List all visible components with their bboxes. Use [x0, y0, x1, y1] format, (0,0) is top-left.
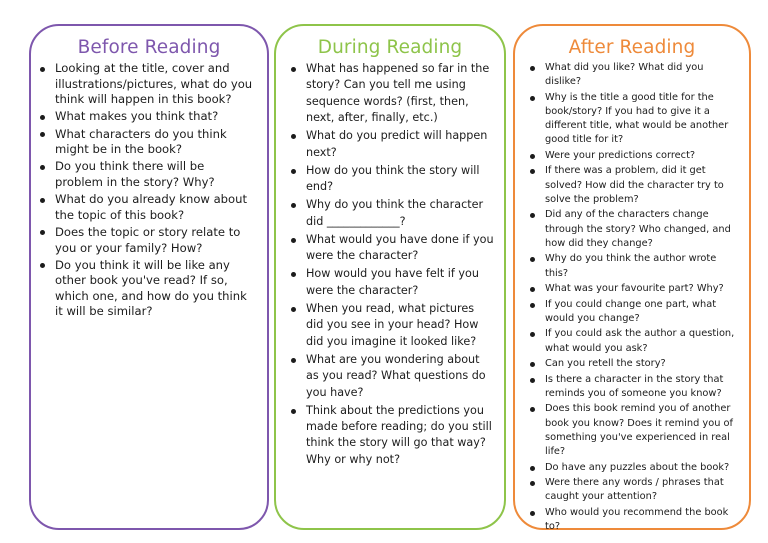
list-item: What characters do you think might be in the book?: [55, 127, 255, 158]
list-item: Does the topic or story relate to you or your family? How?: [55, 225, 255, 256]
after-reading-list: [515, 61, 749, 534]
list-item: Did any of the characters change through the story? Who changed, and how did they change?: [545, 208, 739, 251]
list-item: Who would you recommend the book to?: [545, 506, 739, 534]
before-reading-list: [31, 61, 267, 320]
list-item: What did you like? What did you dislike?: [545, 61, 739, 89]
before-reading-title: Before Reading: [77, 37, 221, 58]
list-item: Do you think it will be like any other book you've read? If so, which one, and how do you think it will be similar?: [55, 258, 255, 320]
list-item: Do have any puzzles about the book?: [545, 461, 739, 475]
list-item: If there was a problem, did it get solved? How did the character try to solve the problem?: [545, 164, 739, 207]
before-reading-card: [29, 24, 269, 530]
list-item: How do you think the story will end?: [306, 163, 494, 196]
list-item: Does this book remind you of another book you know? Does it remind you of something you've experienced in real life?: [545, 402, 739, 459]
list-item: What do you already know about the topic of this book?: [55, 192, 255, 223]
list-item: Do you think there will be problem in the story? Why?: [55, 159, 255, 190]
after-reading-title: After Reading: [568, 37, 696, 58]
during-reading-list: [276, 61, 504, 468]
list-item: Is there a character in the story that reminds you of someone you know?: [545, 373, 739, 401]
list-item: Can you retell the story?: [545, 357, 739, 371]
list-item: What do you predict will happen next?: [306, 128, 494, 161]
list-item: What was your favourite part? Why?: [545, 282, 739, 296]
list-item: Looking at the title, cover and illustrations/pictures, what do you think will happen in this book?: [55, 61, 255, 108]
list-item: How would you have felt if you were the character?: [306, 266, 494, 299]
after-reading-card: [513, 24, 751, 533]
list-item: What would you have done if you were the character?: [306, 232, 494, 265]
list-item: Why do you think the character did _____________?: [306, 197, 494, 230]
list-item: Were there any words / phrases that caught your attention?: [545, 476, 739, 504]
list-item: If you could change one part, what would you change?: [545, 298, 739, 326]
list-item: Were your predictions correct?: [545, 149, 739, 163]
list-item: Why is the title a good title for the book/story? If you had to give it a different title, what would be another good title for it?: [545, 91, 739, 148]
list-item: Why do you think the author wrote this?: [545, 252, 739, 280]
during-reading-title: During Reading: [317, 37, 463, 58]
list-item: When you read, what pictures did you see in your head? How did you imagine it looked like?: [306, 301, 494, 350]
list-item: What are you wondering about as you read? What questions do you have?: [306, 352, 494, 401]
list-item: What has happened so far in the story? Can you tell me using sequence words? (first, then, next, after, finally, etc.): [306, 61, 494, 127]
list-item: If you could ask the author a question, what would you ask?: [545, 327, 739, 355]
during-reading-card: [274, 24, 506, 530]
list-item: What makes you think that?: [55, 109, 255, 125]
list-item: Think about the predictions you made before reading; do you still think the story will go that way? Why or why not?: [306, 403, 494, 469]
